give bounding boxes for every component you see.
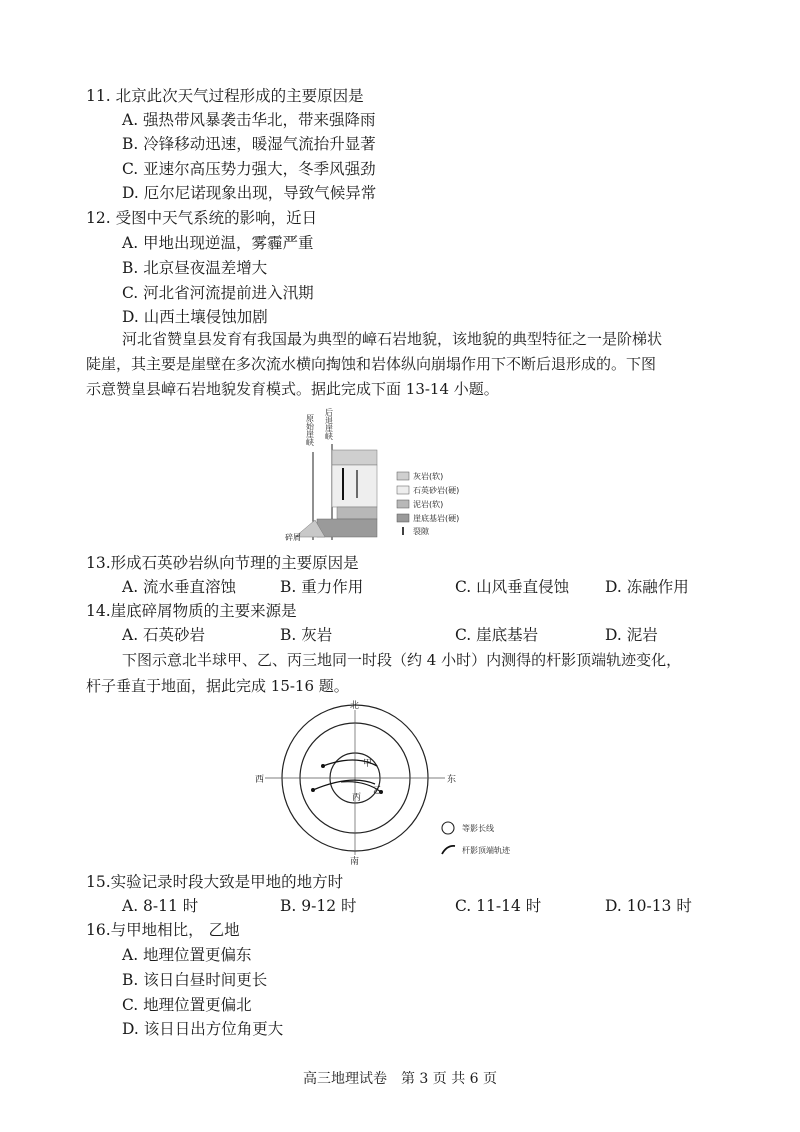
fig2-label-bing: 丙: [352, 793, 362, 803]
page-footer: 高三地理试卷 第 3 页 共 6 页: [302, 1071, 498, 1087]
q15-option-a: A. 8-11 时: [122, 897, 199, 915]
q12-option-d: D. 山西土壤侵蚀加剧: [122, 308, 268, 326]
q16-option-b: B. 该日白昼时间更长: [122, 971, 268, 989]
q14-option-a: A. 石英砂岩: [122, 626, 206, 644]
fig2-east: 东: [447, 775, 457, 785]
fig2-label-yi: 乙: [373, 786, 383, 796]
fig1-legend-mudstone: 泥岩(软): [413, 500, 444, 509]
fig2-south: 南: [350, 857, 360, 865]
q12-option-c: C. 河北省河流提前进入汛期: [122, 284, 314, 302]
q15-option-d: D. 10-13 时: [605, 897, 692, 915]
q13-option-b: B. 重力作用: [280, 578, 364, 596]
cliff-diagram: [275, 400, 515, 550]
fig1-label-debris: 碎屑: [285, 533, 301, 542]
q12-stem: 12. 受图中天气系统的影响，近日: [86, 209, 318, 227]
shadow-track-diagram: [255, 700, 545, 865]
fig2-west: 西: [255, 775, 265, 785]
q12-option-b: B. 北京昼夜温差增大: [122, 259, 268, 277]
fig2-legend-track: 杆影顶端轨迹: [462, 846, 510, 855]
fig1-label-original: 原始崖峡: [305, 414, 315, 446]
q12-option-a: A. 甲地出现逆温，雾霾严重: [122, 234, 314, 252]
passage1-line3: 示意赞皇县嶂石岩地貌发育模式。据此完成下面 13-14 小题。: [86, 380, 499, 398]
fig2-north: 北: [350, 701, 360, 711]
fig1-legend-sandstone: 石英砂岩(硬): [413, 486, 460, 495]
q16-stem: 16.与甲地相比， 乙地: [86, 921, 240, 939]
passage1-line1: 河北省赞皇县发育有我国最为典型的嶂石岩地貌，该地貌的典型特征之一是阶梯状: [122, 330, 663, 348]
q16-option-c: C. 地理位置更偏北: [122, 996, 252, 1014]
fig1-legend-limestone: 灰岩(软): [413, 472, 444, 481]
q14-option-d: D. 泥岩: [605, 626, 658, 644]
q13-option-c: C. 山风垂直侵蚀: [455, 578, 570, 596]
q14-option-c: C. 崖底基岩: [455, 626, 539, 644]
q15-stem: 15.实验记录时段大致是甲地的地方时: [86, 873, 344, 891]
passage2-line1: 下图示意北半球甲、乙、丙三地同一时段（约 4 小时）内测得的杆影顶端轨迹变化，: [122, 651, 682, 669]
q11-option-a: A. 强热带风暴袭击华北，带来强降雨: [122, 111, 376, 129]
q16-option-a: A. 地理位置更偏东: [122, 946, 252, 964]
fig1-legend-bedrock: 崖底基岩(硬): [413, 514, 460, 523]
fig2-label-jia: 甲: [363, 759, 373, 769]
q15-option-b: B. 9-12 时: [280, 897, 357, 915]
q15-option-c: C. 11-14 时: [455, 897, 542, 915]
fig1-label-retreat: 后退崖峡: [324, 408, 334, 440]
q16-option-d: D. 该日日出方位角更大: [122, 1020, 284, 1038]
q14-option-b: B. 灰岩: [280, 626, 333, 644]
q13-option-a: A. 流水垂直溶蚀: [122, 578, 237, 596]
q14-stem: 14.崖底碎屑物质的主要来源是: [86, 602, 297, 620]
passage1-line2: 陡崖，其主要是崖壁在多次流水横向掏蚀和岩体纵向崩塌作用下不断后退形成的。下图: [86, 355, 657, 373]
q11-option-b: B. 冷锋移动迅速，暖湿气流抬升显著: [122, 135, 376, 153]
q11-option-c: C. 亚速尔高压势力强大，冬季风强劲: [122, 160, 376, 178]
q13-option-d: D. 冻融作用: [605, 578, 689, 596]
q11-option-d: D. 厄尔尼诺现象出现，导致气候异常: [122, 184, 377, 202]
fig2-legend-circle: 等影长线: [462, 824, 494, 833]
q11-stem: 11. 北京此次天气过程形成的主要原因是: [86, 87, 364, 105]
fig1-legend-joint: 裂隙: [413, 527, 429, 536]
passage2-line2: 杆子垂直于地面，据此完成 15-16 题。: [86, 677, 349, 695]
q13-stem: 13.形成石英砂岩纵向节理的主要原因是: [86, 554, 359, 572]
